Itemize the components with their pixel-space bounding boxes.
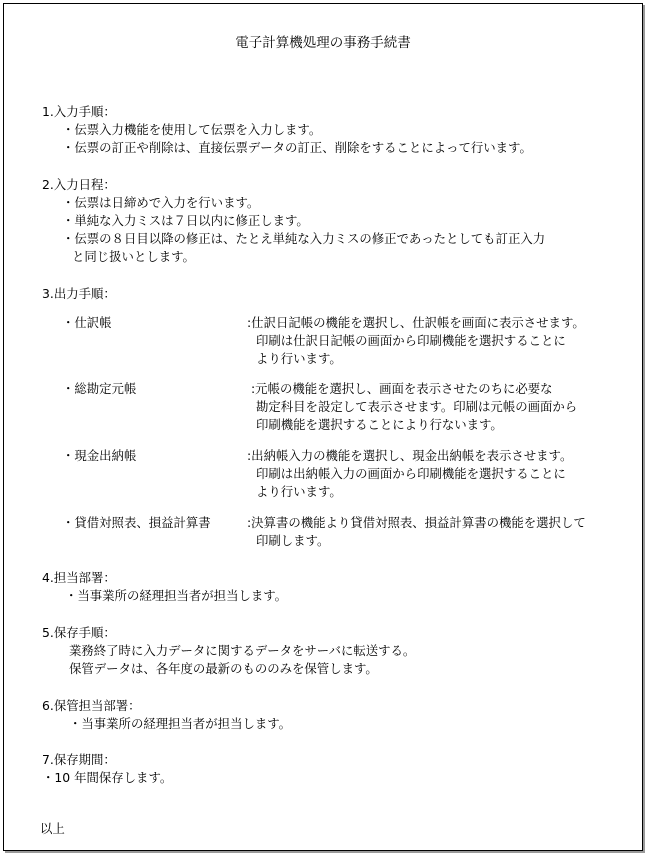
section-4-heading: 4.担当部署： — [42, 570, 116, 585]
output-row-desc: 印刷は仕訳日記帳の画面から印刷機能を選択することに — [256, 333, 566, 348]
section-5-item: 業務終了時に入力データに関するデータをサーバに転送する。 — [69, 643, 416, 658]
output-row-desc: :元帳の機能を選択し、画面を表示させたのちに必要な — [251, 381, 553, 396]
section-5-item: 保管データは、各年度の最新のもののみを保管します。 — [69, 661, 378, 676]
output-row-desc: 印刷します。 — [256, 533, 330, 548]
section-5-heading: 5.保存手順： — [42, 625, 116, 640]
section-7-item: ・10 年間保存します。 — [42, 770, 173, 785]
section-2-item: ・単純な入力ミスは７日以内に修正します。 — [62, 213, 309, 228]
section-7-heading: 7.保存期間： — [42, 752, 116, 767]
output-row-desc: 印刷は出納帳入力の画面から印刷機能を選択することに — [256, 466, 566, 481]
section-4-item: ・当事業所の経理担当者が担当します。 — [65, 588, 288, 603]
output-row-label: ・貸借対照表、損益計算書 — [62, 515, 211, 530]
output-row-label: ・現金出納帳 — [62, 448, 137, 463]
section-2-item: ・伝票は日締めで入力を行います。 — [62, 195, 260, 210]
output-row-desc: :出納帳入力の機能を選択し、現金出納帳を表示させます。 — [247, 448, 573, 463]
document-title: 電子計算機処理の事務手続書 — [235, 35, 411, 51]
section-1-item: ・伝票の訂正や削除は、直接伝票データの訂正、削除をすることによって行います。 — [62, 140, 532, 155]
output-row-label: ・仕訳帳 — [62, 315, 112, 330]
section-2-item: と同じ扱いとします。 — [72, 249, 195, 264]
section-6-item: ・当事業所の経理担当者が担当します。 — [69, 716, 292, 731]
section-2-item: ・伝票の８日目以降の修正は、たとえ単純な入力ミスの修正であったとしても訂正入力 — [62, 231, 546, 246]
section-6-heading: 6.保管担当部署： — [42, 698, 141, 713]
output-row-desc: より行います。 — [256, 484, 342, 499]
section-3-heading: 3.出力手順： — [42, 286, 116, 301]
section-1-heading: 1.入力手順： — [42, 104, 116, 119]
section-2-heading: 2.入力日程： — [42, 177, 116, 192]
output-row-label: ・総勘定元帳 — [62, 381, 137, 396]
output-row-desc: :決算書の機能より貸借対照表、損益計算書の機能を選択して — [247, 515, 586, 530]
output-row-desc: :仕訳日記帳の機能を選択し、仕訳帳を画面に表示させます。 — [247, 315, 585, 330]
closing-text: 以上 — [40, 821, 65, 836]
output-row-desc: より行います。 — [256, 351, 342, 366]
section-1-item: ・伝票入力機能を使用して伝票を入力します。 — [62, 122, 322, 137]
document-page — [3, 3, 643, 851]
output-row-desc: 勘定科目を設定して表示させます。印刷は元帳の画面から — [256, 399, 578, 414]
output-row-desc: 印刷機能を選択することにより行ないます。 — [256, 417, 503, 432]
